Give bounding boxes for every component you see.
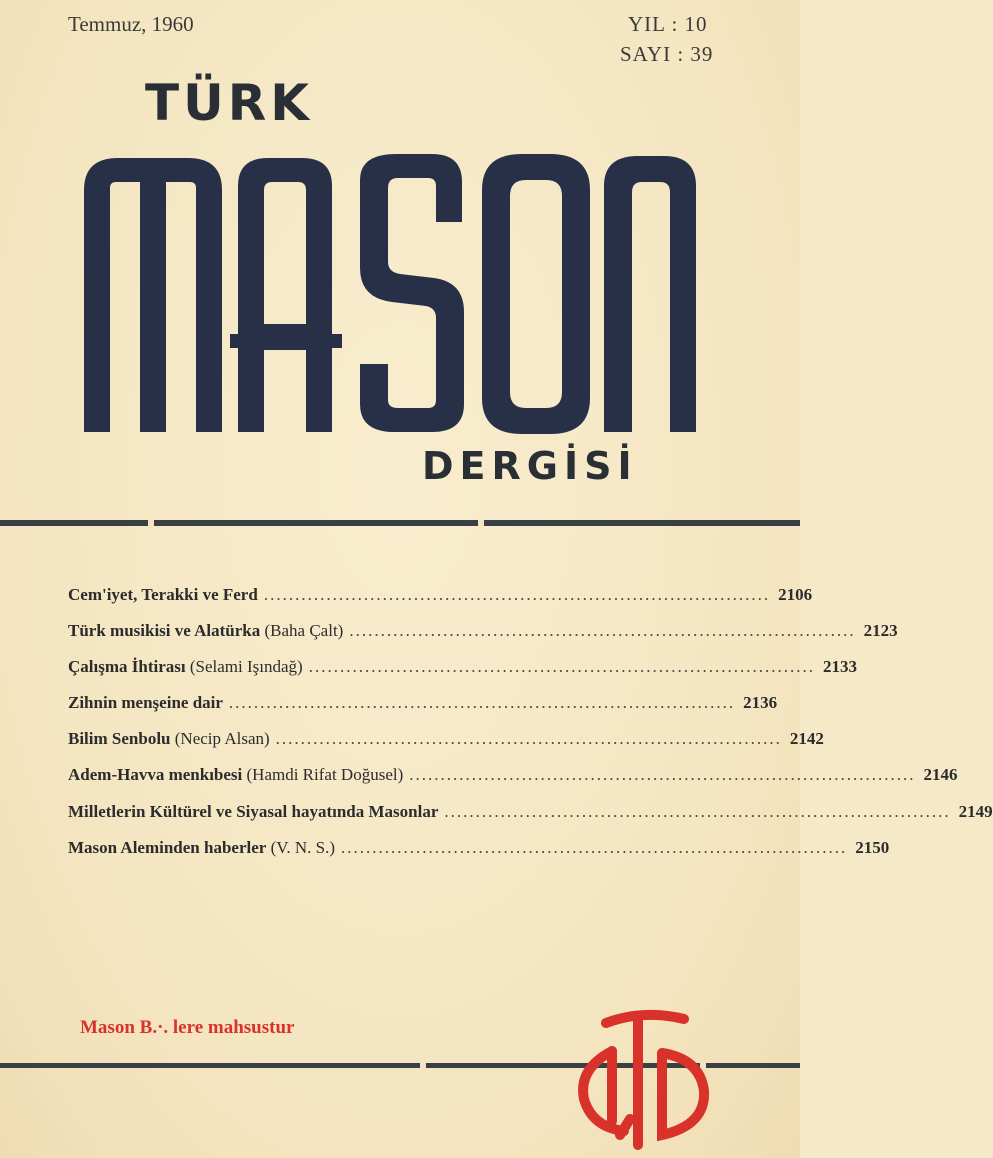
toc-page: 2149 xyxy=(958,801,993,821)
toc-title: Mason Aleminden haberler xyxy=(68,837,267,857)
toc-title: Çalışma İhtirası xyxy=(68,657,186,677)
masthead-turk: TÜRK xyxy=(145,74,313,132)
toc-author: (Hamdi Rifat Doğusel) xyxy=(246,765,404,785)
divider-top xyxy=(0,520,800,526)
toc-page: 2106 xyxy=(778,585,813,604)
masthead-mason-wordmark xyxy=(0,0,800,470)
toc-item[interactable]: Türk musikisi ve Alatürka (Baha Çalt) ................................................................................. 2123 xyxy=(68,621,898,641)
tmd-monogram-emblem-icon xyxy=(566,1003,716,1153)
toc-author: (Baha Çalt) xyxy=(264,621,344,641)
toc-page: 2133 xyxy=(822,657,857,677)
toc-item[interactable]: Milletlerin Kültürel ve Siyasal hayatında Masonlar ................................................................................. 2149 xyxy=(68,801,993,821)
issue-number: SAYI : 39 xyxy=(620,42,714,66)
toc-item[interactable]: Çalışma İhtirası (Selami Işındağ) ................................................................................. 2133 xyxy=(68,657,857,677)
toc-author: (Necip Alsan) xyxy=(174,729,270,749)
toc-item[interactable]: Bilim Senbolu (Necip Alsan) ................................................................................. 2142 xyxy=(68,729,824,749)
toc-author: (Selami Işındağ) xyxy=(189,657,303,677)
toc-title: Zihnin menşeine dair xyxy=(68,693,223,713)
toc-title: Milletlerin Kültürel ve Siyasal hayatında Masonlar xyxy=(68,801,439,821)
toc-title: Adem-Havva menkıbesi xyxy=(68,765,243,785)
table-of-contents xyxy=(68,585,993,874)
toc-page: 2136 xyxy=(743,693,778,713)
toc-page: 2123 xyxy=(863,621,898,641)
toc-item[interactable]: Mason Aleminden haberler (V. N. S.) ................................................................................. 2150 xyxy=(68,837,890,857)
toc-item[interactable]: Adem-Havva menkıbesi (Hamdi Rifat Doğusel) ................................................................................. 2146 xyxy=(68,765,958,785)
toc-page: 2150 xyxy=(855,837,890,857)
toc-title: Türk musikisi ve Alatürka xyxy=(68,621,261,641)
toc-item[interactable]: Cem'iyet, Terakki ve Ferd ................................................................................. 2106 xyxy=(68,585,813,604)
masthead-dergisi: DERGİSİ xyxy=(422,444,638,488)
issue-date: Temmuz, 1960 xyxy=(68,12,194,36)
toc-page: 2142 xyxy=(789,729,824,749)
toc-page: 2146 xyxy=(923,765,958,785)
toc-title: Bilim Senbolu xyxy=(68,729,171,749)
toc-title: Cem'iyet, Terakki ve Ferd xyxy=(68,585,258,604)
issue-year: YIL : 10 xyxy=(628,12,708,36)
toc-author: (V. N. S.) xyxy=(270,837,335,857)
toc-item[interactable]: Zihnin menşeine dair ................................................................................. 2136 xyxy=(68,693,778,713)
footer-note: Mason B.·. lere mahsustur xyxy=(80,1017,295,1038)
